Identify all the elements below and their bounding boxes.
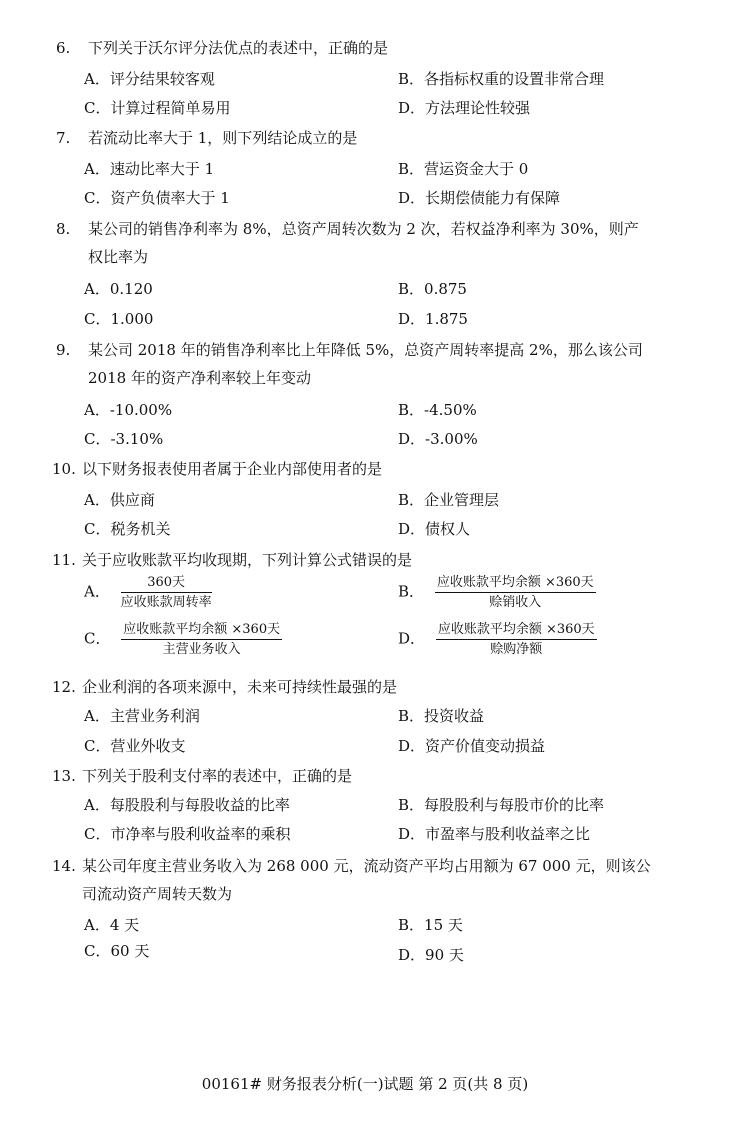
question-number: 9. (56, 341, 71, 359)
question-number: 10. (52, 460, 76, 478)
question-number: 8. (56, 220, 71, 238)
option-b: B．营运资金大于 0 (398, 160, 529, 178)
formula-fraction (436, 621, 597, 658)
question-stem-line-1: 某公司的销售净利率为 8%，总资产周转次数为 2 次，若权益净利率为 30%，则产 (88, 220, 639, 238)
question-number: 12. (52, 678, 76, 696)
question-number: 11. (52, 551, 76, 569)
fraction-numerator: 应收账款平均余额 ×360天 (435, 574, 596, 593)
option-a: A．供应商 (84, 491, 155, 509)
fraction-denominator: 赊购净额 (490, 642, 543, 657)
option-label: A． (84, 582, 110, 601)
option-d: D．资产价值变动损益 (398, 737, 546, 755)
option-d: D．市盈率与股利收益率之比 (398, 825, 591, 843)
option-c: C．市净率与股利收益率的乘积 (84, 825, 291, 843)
option-a: A．主营业务利润 (84, 707, 200, 725)
option-c: C．60 天 (84, 942, 150, 960)
option-d (398, 621, 597, 658)
question-number: 7. (56, 129, 71, 147)
option-a: A．评分结果较客观 (84, 70, 215, 88)
option-b: B．企业管理层 (398, 491, 500, 509)
question-stem: 关于应收账款平均收现期，下列计算公式错误的是 (82, 551, 413, 569)
option-a: A．4 天 (84, 916, 140, 934)
question-stem-line-2: 权比率为 (88, 248, 149, 266)
option-a: A．速动比率大于 1 (84, 160, 215, 178)
question-stem-line-1: 某公司 2018 年的销售净利率比上年降低 5%，总资产周转率提高 2%，那么该公司 (88, 341, 643, 359)
option-a: A．-10.00% (84, 401, 173, 419)
option-d: D．方法理论性较强 (398, 99, 531, 117)
fraction-denominator: 主营业务收入 (162, 642, 241, 657)
question-stem: 企业利润的各项来源中，未来可持续性最强的是 (82, 678, 398, 696)
option-d: D．长期偿债能力有保障 (398, 189, 561, 207)
question-stem-line-2: 司流动资产周转天数为 (82, 885, 233, 903)
fraction-denominator: 赊销收入 (489, 595, 542, 610)
option-b: B．投资收益 (398, 707, 485, 725)
formula-fraction (435, 574, 596, 611)
question-number: 13. (52, 767, 76, 785)
option-b: B．-4.50% (398, 401, 477, 419)
option-a (84, 574, 212, 611)
formula-fraction (121, 621, 282, 658)
option-c: C．1.000 (84, 310, 154, 328)
question-stem: 若流动比率大于 1，则下列结论成立的是 (88, 129, 358, 147)
option-d: D．-3.00% (398, 430, 478, 448)
option-c: C．-3.10% (84, 430, 164, 448)
page-footer: 00161# 财务报表分析(一)试题 第 2 页(共 8 页) (201, 1075, 529, 1093)
option-d: D．1.875 (398, 310, 468, 328)
fraction-denominator: 应收账款周转率 (120, 595, 212, 610)
option-a: A．每股股利与每股收益的比率 (84, 796, 290, 814)
question-stem: 下列关于股利支付率的表述中，正确的是 (82, 767, 353, 785)
option-d: D．债权人 (398, 520, 471, 538)
option-label: C． (84, 629, 111, 648)
option-b: B．各指标权重的设置非常合理 (398, 70, 605, 88)
option-c: C．营业外收支 (84, 737, 186, 755)
fraction-numerator: 360天 (121, 574, 212, 593)
question-number: 14. (52, 857, 76, 875)
question-stem: 以下财务报表使用者属于企业内部使用者的是 (82, 460, 383, 478)
formula-fraction (121, 574, 212, 611)
fraction-numerator: 应收账款平均余额 ×360天 (436, 621, 597, 640)
option-a: A．0.120 (84, 280, 153, 298)
option-d: D．90 天 (398, 946, 464, 964)
question-stem: 下列关于沃尔评分法优点的表述中，正确的是 (88, 39, 389, 57)
option-b: B．15 天 (398, 916, 463, 934)
fraction-numerator: 应收账款平均余额 ×360天 (121, 621, 282, 640)
option-label: B． (398, 582, 425, 601)
option-c (84, 621, 282, 658)
option-b: B．每股股利与每股市价的比率 (398, 796, 605, 814)
option-c: C．资产负债率大于 1 (84, 189, 230, 207)
option-c: C．税务机关 (84, 520, 171, 538)
option-b (398, 574, 596, 611)
question-stem-line-1: 某公司年度主营业务收入为 268 000 元，流动资产平均占用额为 67 000 元，则该公 (82, 857, 651, 875)
option-label: D． (398, 629, 426, 648)
option-b: B．0.875 (398, 280, 467, 298)
option-c: C．计算过程简单易用 (84, 99, 231, 117)
question-stem-line-2: 2018 年的资产净利率较上年变动 (88, 369, 311, 387)
question-number: 6. (56, 39, 71, 57)
